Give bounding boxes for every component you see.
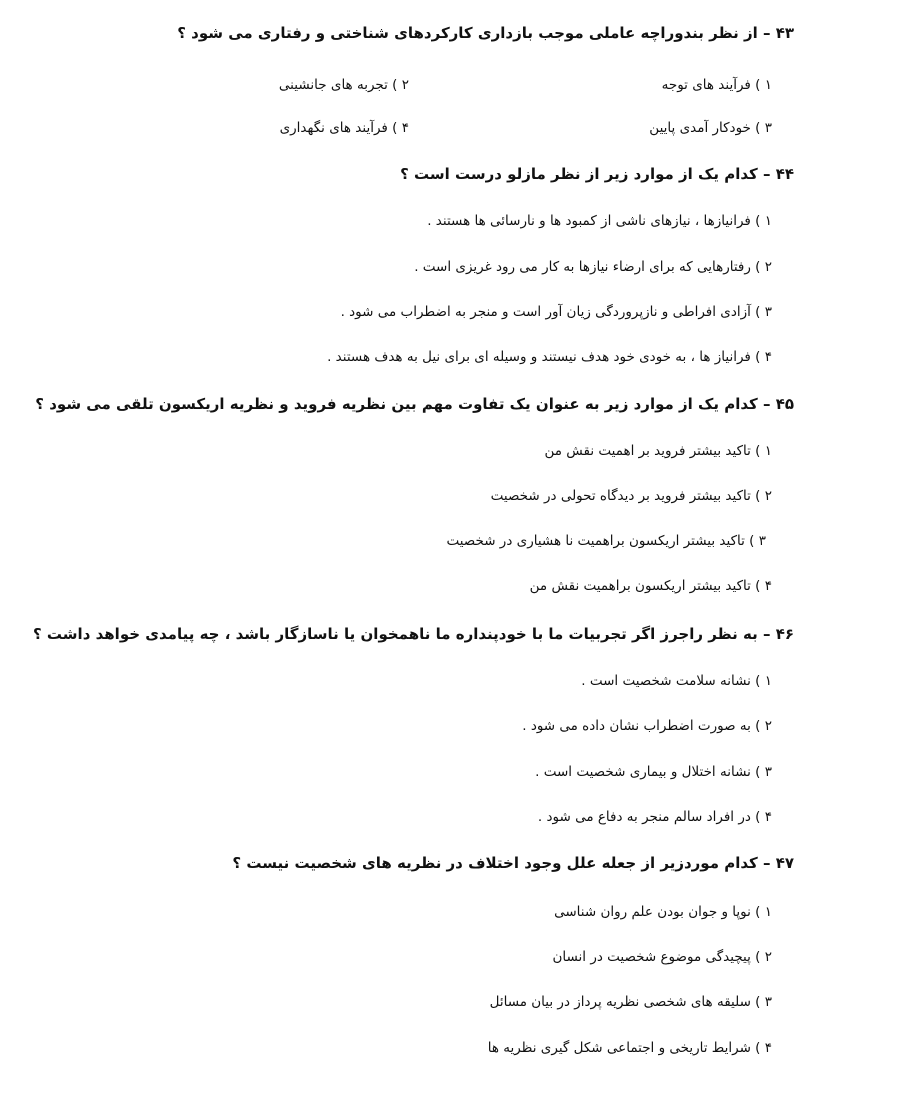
question-45-option-4: ۴ ) تاکید بیشتر اریکسون براهمیت نقش من xyxy=(529,578,772,594)
question-43-option-3: ۳ ) خودکار آمدی پایین xyxy=(649,120,772,136)
question-43-option-4: ۴ ) فرآیند های نگهداری xyxy=(279,120,409,136)
question-45-option-1: ۱ ) تاکید بیشتر فروید بر اهمیت نقش من xyxy=(544,443,772,459)
question-44-option-3: ۳ ) آزادی افراطی و نازپروردگی زیان آور است و منجر به اضطراب می شود . xyxy=(340,304,772,320)
question-44-option-1: ۱ ) فرانیازها ، نیازهای ناشی از کمبود ها و نارسائی ها هستند . xyxy=(427,213,772,229)
question-43-option-1: ۱ ) فرآیند های توجه xyxy=(661,77,772,93)
question-47-option-3: ۳ ) سلیقه های شخصی نظریه پرداز در بیان مسائل xyxy=(489,994,772,1010)
question-46-option-3: ۳ ) نشانه اختلال و بیماری شخصیت است . xyxy=(535,764,772,780)
question-47-text: ۴۷ – کدام موردزیر از جعله علل وجود اختلاف در نظریه های شخصیت نیست ؟ xyxy=(232,854,794,872)
question-44-text: ۴۴ – کدام یک از موارد زیر از نظر مازلو درست است ؟ xyxy=(400,165,794,183)
question-47-option-4: ۴ ) شرایط تاریخی و اجتماعی شکل گیری نظریه ها xyxy=(487,1040,772,1056)
question-46-text: ۴۶ – به نظر راجرز اگر تجربیات ما با خودپنداره ما ناهمخوان یا ناسازگار باشد ، چه پیامدی خواهد داشت ؟ xyxy=(33,625,794,643)
question-45-option-3: ۳ ) تاکید بیشتر اریکسون براهمیت نا هشیاری در شخصیت xyxy=(446,533,766,549)
question-45-text: ۴۵ – کدام یک از موارد زیر به عنوان یک تفاوت مهم بین نظریه فروید و نظریه اریکسون تلقی می شود ؟ xyxy=(35,395,794,413)
question-46-option-4: ۴ ) در افراد سالم منجر به دفاع می شود . xyxy=(537,809,772,825)
question-44-option-4: ۴ ) فرانیاز ها ، به خودی خود هدف نیستند و وسیله ای برای نیل به هدف هستند . xyxy=(327,349,772,365)
question-47-option-2: ۲ ) پیچیدگی موضوع شخصیت در انسان xyxy=(552,949,772,965)
question-46-option-1: ۱ ) نشانه سلامت شخصیت است . xyxy=(581,673,772,689)
question-44-option-2: ۲ ) رفتارهایی که برای ارضاء نیازها به کار می رود غریزی است . xyxy=(414,259,772,275)
question-43-text: ۴۳ – از نظر بندوراچه عاملی موجب بازداری کارکردهای شناختی و رفتاری می شود ؟ xyxy=(177,24,794,42)
question-43-option-2: ۲ ) تجربه های جانشینی xyxy=(278,77,409,93)
question-46-option-2: ۲ ) به صورت اضطراب نشان داده می شود . xyxy=(522,718,772,734)
question-47-option-1: ۱ ) نوپا و جوان بودن علم روان شناسی xyxy=(554,904,772,920)
question-45-option-2: ۲ ) تاکید بیشتر فروید بر دیدگاه تحولی در شخصیت xyxy=(490,488,772,504)
